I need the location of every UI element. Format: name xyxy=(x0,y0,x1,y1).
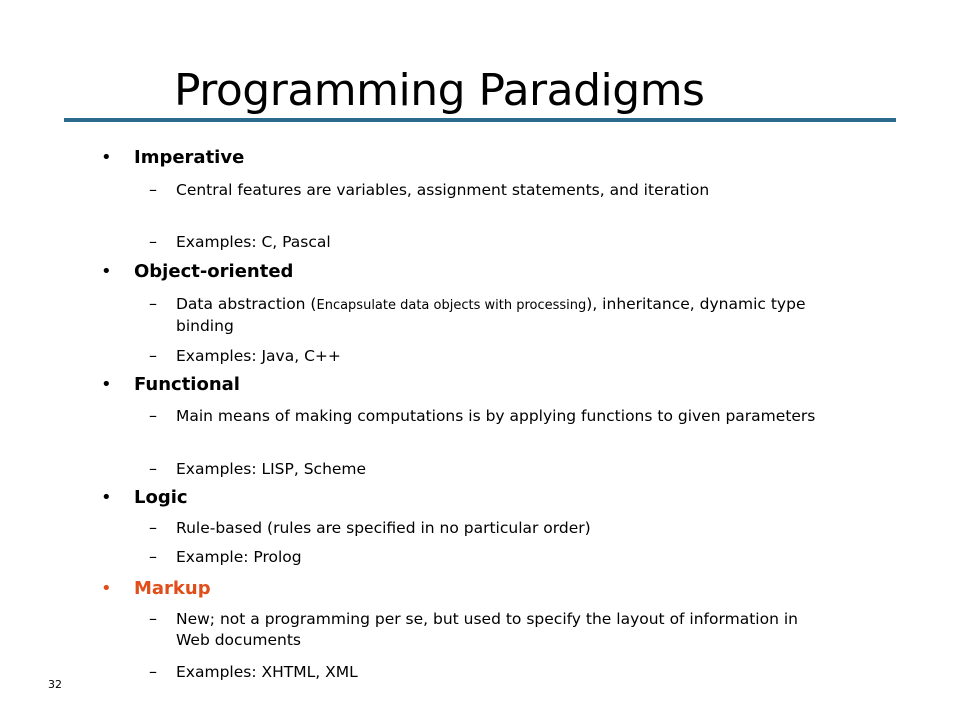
sub-bullet-dash: – xyxy=(149,518,157,537)
bullet-imperative: Imperative xyxy=(134,147,245,168)
bullet-dot-markup: • xyxy=(101,578,112,599)
bullet-dot: • xyxy=(101,374,112,395)
sub-bullet: Examples: Java, C++ xyxy=(176,347,341,365)
sub-bullet: Examples: C, Pascal xyxy=(176,233,331,251)
bullet-dot: • xyxy=(101,261,112,282)
sub-bullet-dash: – xyxy=(149,662,157,681)
sub-bullet-dash: – xyxy=(149,180,157,199)
sub-bullet-dash: – xyxy=(149,406,157,425)
slide-number: 32 xyxy=(48,678,62,691)
sub-bullet: Example: Prolog xyxy=(176,548,302,566)
sub-bullet xyxy=(176,294,836,337)
sub-bullet: New; not a programming per se, but used to specify the layout of information in Web documents xyxy=(176,610,798,649)
sub-bullet: Examples: XHTML, XML xyxy=(176,663,358,681)
sub-bullet-small-text: Encapsulate data objects with processing xyxy=(316,298,587,313)
bullet-object-oriented: Object-oriented xyxy=(134,261,294,282)
sub-bullet-dash: – xyxy=(149,346,157,365)
bullet-dot: • xyxy=(101,487,112,508)
sub-bullet-dash: – xyxy=(149,294,157,313)
sub-bullet-dash: – xyxy=(149,232,157,251)
sub-bullet: Rule-based (rules are specified in no particular order) xyxy=(176,519,591,537)
bullet-functional: Functional xyxy=(134,374,240,395)
sub-bullet: Main means of making computations is by applying functions to given parameters xyxy=(176,407,816,425)
sub-bullet-tail-text: ), inheritance, dynamic type binding xyxy=(176,295,806,335)
sub-bullet: Examples: LISP, Scheme xyxy=(176,460,367,478)
sub-bullet: Central features are variables, assignment statements, and iteration xyxy=(176,181,710,199)
sub-bullet-dash: – xyxy=(149,547,157,566)
sub-bullet-dash: – xyxy=(149,459,157,478)
bullet-dot: • xyxy=(101,147,112,168)
bullet-markup: Markup xyxy=(134,578,211,599)
sub-bullet-text: Data abstraction ( xyxy=(176,295,317,313)
sub-bullet-dash: – xyxy=(149,609,157,628)
bullet-logic: Logic xyxy=(134,487,188,508)
slide-title: Programming Paradigms xyxy=(174,65,705,116)
